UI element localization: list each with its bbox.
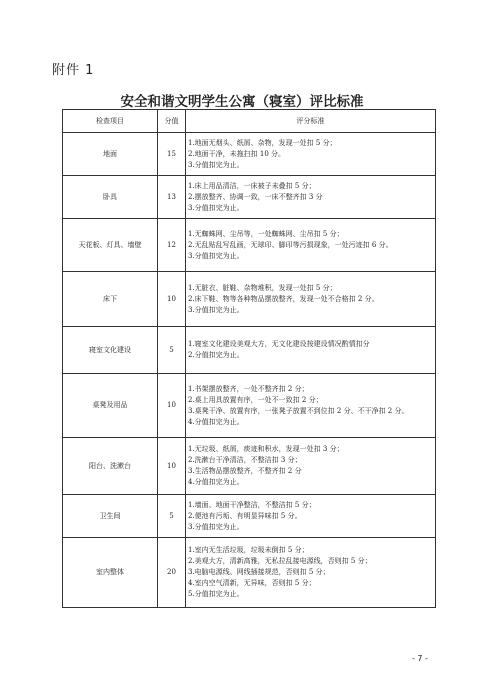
criteria-line: 1.无脏衣、脏鞋、杂物堆积，发现一处扣 5 分； <box>188 283 337 292</box>
row-score: 13 <box>158 176 186 219</box>
criteria-line: 2.无乱贴乱写乱画，无球印、脚印等污损现象，一处污迹扣 6 分。 <box>188 240 393 249</box>
criteria-line: 3.生活物品摆放整齐，不整齐扣 2 分 <box>188 467 302 475</box>
table-row <box>63 219 436 272</box>
criteria-line: 1.地面无烟头、纸屑、杂物，发现一处扣 5 分； <box>188 138 337 147</box>
row-score: 10 <box>158 438 186 495</box>
evaluation-standards-table <box>62 109 436 608</box>
document-title: 安全和谐文明学生公寓（寝室）评比标准 <box>120 94 364 110</box>
table-row <box>63 495 436 538</box>
criteria-line: 2.美观大方，清新高雅，无私拉乱接电源线，否则扣 5 分； <box>188 557 372 565</box>
row-criteria <box>186 495 436 538</box>
table-row <box>63 538 436 608</box>
criteria-line: 3.电脑电源线、网线插接规范，否则扣 5 分； <box>188 568 330 576</box>
table-row <box>63 176 436 219</box>
row-score: 5 <box>158 327 186 374</box>
table-row <box>63 272 436 327</box>
criteria-line: 3.分值扣完为止。 <box>188 305 244 314</box>
criteria-line: 1.无蜘蛛网、尘吊等，一处蜘蛛网、尘吊扣 5 分； <box>188 229 344 238</box>
attachment-label: 附件 1 <box>52 63 95 78</box>
criteria-line: 1.墙面、地面干净整洁，不整洁扣 5 分； <box>188 500 316 509</box>
row-criteria <box>186 272 436 327</box>
criteria-line: 1.寝室文化建设美观大方，无文化建设按建设情况酌情扣分 <box>188 340 370 348</box>
row-item: 床下 <box>63 272 158 327</box>
row-criteria <box>186 327 436 374</box>
header-score: 分值 <box>158 110 186 133</box>
row-item: 卧具 <box>63 176 158 219</box>
criteria-line: 1.床上用品清洁，一床被子未叠扣 5 分； <box>188 181 316 190</box>
table-header-row <box>63 110 436 133</box>
criteria-line: 3.分值扣完为止。 <box>188 522 244 531</box>
criteria-line: 5.分值扣完为止。 <box>188 590 244 598</box>
criteria-line: 3.分值扣完为止。 <box>188 160 244 169</box>
row-score: 5 <box>158 495 186 538</box>
criteria-line: 3.分值扣完为止。 <box>188 251 244 260</box>
criteria-line: 2.摆放整齐、协调一致，一床不整齐扣 3 分 <box>188 192 323 201</box>
row-item: 寝室文化建设 <box>63 327 158 374</box>
row-item: 桌凳及用品 <box>63 374 158 438</box>
criteria-line: 2.便池有污垢、有明显异味扣 5 分。 <box>188 511 302 520</box>
row-score: 10 <box>158 272 186 327</box>
criteria-line: 4.分值扣完为止。 <box>188 478 244 486</box>
table-row <box>63 327 436 374</box>
row-item: 阳台、洗漱台 <box>63 438 158 495</box>
criteria-line: 2.地面干净，未拖扫扣 10 分。 <box>188 149 286 158</box>
row-criteria <box>186 438 436 495</box>
table-row <box>63 374 436 438</box>
row-criteria <box>186 176 436 219</box>
row-criteria <box>186 219 436 272</box>
header-item: 检查项目 <box>63 110 158 133</box>
row-criteria <box>186 133 436 176</box>
row-score: 10 <box>158 374 186 438</box>
row-criteria <box>186 538 436 608</box>
row-item: 天花板、灯具、墙壁 <box>63 219 158 272</box>
table-row <box>63 133 436 176</box>
criteria-line: 1.室内无生活垃圾，垃圾未倒扣 5 分； <box>188 546 309 554</box>
criteria-line: 4.室内空气清新，无异味，否则扣 5 分； <box>188 579 316 587</box>
row-item: 地面 <box>63 133 158 176</box>
criteria-line: 4.分值扣完为止。 <box>188 417 244 426</box>
row-item: 室内整体 <box>63 538 158 608</box>
row-item: 卫生间 <box>63 495 158 538</box>
table-row <box>63 438 436 495</box>
criteria-line: 3.桌凳干净、放置有序，一张凳子放置不到位扣 2 分、不干净扣 2 分。 <box>188 406 409 415</box>
header-criteria: 评分标准 <box>186 110 436 133</box>
row-score: 12 <box>158 219 186 272</box>
row-score: 15 <box>158 133 186 176</box>
row-criteria <box>186 374 436 438</box>
row-score: 20 <box>158 538 186 608</box>
criteria-line: 1.无垃圾、纸屑，痰迹和积水，发现一处扣 3 分； <box>188 445 344 453</box>
criteria-line: 2.洗漱台干净清洁，不整洁扣 3 分； <box>188 456 302 464</box>
criteria-line: 2.分值扣完为止。 <box>188 351 244 359</box>
criteria-line: 3.分值扣完为止。 <box>188 203 244 212</box>
criteria-line: 2.床下鞋、物等各种物品摆放整齐，发现一处不合格扣 2 分。 <box>188 294 379 303</box>
criteria-line: 2.桌上用具放置有序，一处不一致扣 2 分； <box>188 395 323 404</box>
criteria-line: 1.书架摆放整齐，一处不整齐扣 2 分； <box>188 384 309 393</box>
page-number: - 7 - <box>412 654 428 663</box>
